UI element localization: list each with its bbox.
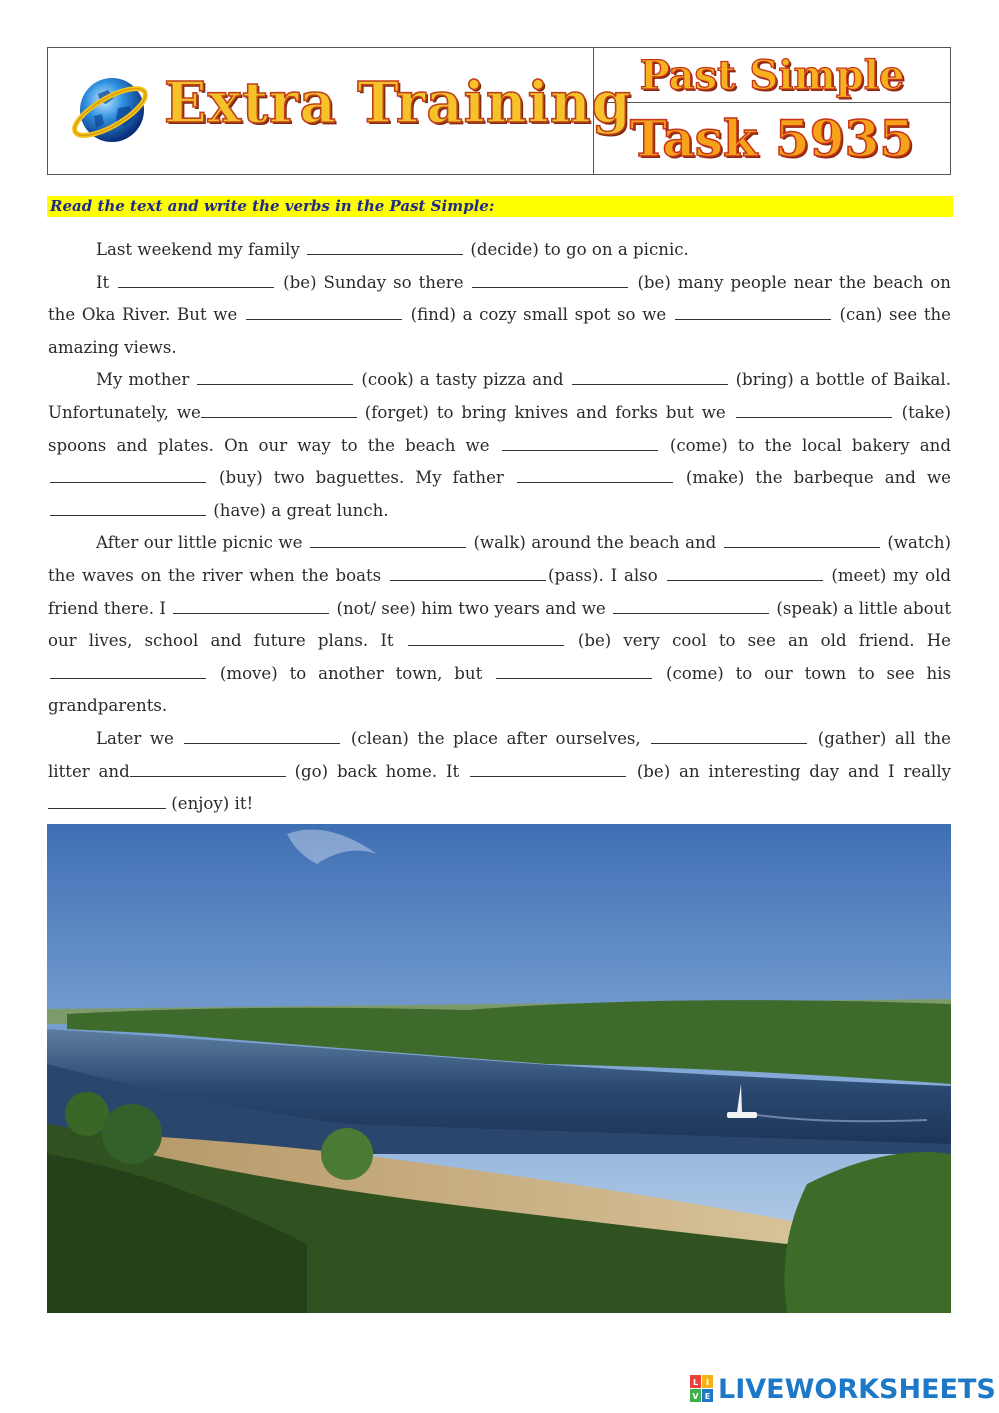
answer-blank[interactable] [736,403,892,418]
answer-blank[interactable] [502,436,658,451]
worksheet-header [47,47,951,175]
text-segment: (go) back home. It [294,761,460,781]
liveworksheets-logo-icon [690,1375,714,1403]
text-segment: (forget) to bring knives and forks but we [364,402,726,422]
topic-cell [594,48,950,103]
answer-blank[interactable] [50,501,206,516]
answer-blank[interactable] [173,599,329,614]
answer-blank[interactable] [517,468,673,483]
text-segment: (have) a great lunch. [213,500,389,520]
answer-blank[interactable] [50,468,206,483]
paragraph [48,364,951,527]
answer-blank[interactable] [48,794,166,809]
task-number-cell [594,103,950,174]
svg-text:E: E [704,1392,711,1401]
exercise-text [48,234,951,821]
paragraph [48,234,951,267]
brand-title: Extra Training [164,70,632,136]
answer-blank[interactable] [667,566,823,581]
text-segment: (meet) my old friend there. I [48,565,951,618]
text-segment: Later we [96,728,174,748]
text-segment: (enjoy) it! [171,794,254,814]
answer-blank[interactable] [651,729,807,744]
paragraph [48,723,951,821]
svg-text:L: L [692,1378,699,1387]
text-segment: My mother [96,370,190,390]
text-segment: (be) an interesting day and I really [636,761,952,781]
task-number: Task 5935 [629,109,915,168]
text-segment: (cook) a tasty pizza and [361,370,564,390]
task-box [594,48,950,174]
text-segment: (walk) around the beach and [473,533,717,553]
text-segment: (clean) the place after ourselves, [350,728,641,748]
text-segment: (decide) to go on a picnic. [470,240,689,259]
answer-blank[interactable] [197,370,353,385]
text-segment: (pass). I also [548,565,658,585]
text-segment: Last weekend my family [96,240,300,259]
paragraph [48,527,951,723]
text-segment: (gather) all the litter and [48,728,952,781]
answer-blank[interactable] [613,599,769,614]
text-segment: (be) very cool to see an old friend. He [577,631,951,651]
brand-area [48,48,632,174]
text-segment: (speak) a little about our lives, school and future plans. It [48,598,951,651]
svg-text:V: V [692,1392,699,1401]
globe-logo-icon [68,68,152,152]
text-segment: (come) to the local bakery and [669,435,951,455]
answer-blank[interactable] [675,305,831,320]
text-segment: It [96,272,110,292]
answer-blank[interactable] [408,631,564,646]
text-segment: (watch) the waves on the river when the boats [48,533,952,585]
topic-title: Past Simple [639,51,905,99]
answer-blank[interactable] [390,566,546,581]
text-segment: (be) many people near the beach on the Oka River. But we [48,272,951,325]
answer-blank[interactable] [470,762,626,777]
liveworksheets-wordmark[interactable]: LIVEWORKSHEETS [718,1373,996,1405]
answer-blank[interactable] [724,533,880,548]
answer-blank[interactable] [130,762,286,777]
answer-blank[interactable] [50,664,206,679]
text-segment: (not/ see) him two years and we [336,598,606,618]
answer-blank[interactable] [307,240,463,255]
text-segment: (take) spoons and plates. On our way to the beach we [48,402,951,455]
text-segment: (buy) two baguettes. My father [219,468,504,488]
text-segment: (be) Sunday so there [283,272,464,292]
paragraph [48,267,951,365]
answer-blank[interactable] [496,664,652,679]
answer-blank[interactable] [118,273,274,288]
text-segment: (make) the barbeque and we [685,468,951,488]
answer-blank[interactable] [310,533,466,548]
answer-blank[interactable] [472,273,628,288]
text-segment: (come) to our town to see his grandparents. [48,663,952,716]
footer-brand [690,1372,996,1406]
river-beach-photo [47,824,951,1313]
answer-blank[interactable] [572,370,728,385]
text-segment: After our little picnic we [96,533,303,553]
answer-blank[interactable] [246,305,402,320]
text-segment: (can) see the amazing views. [48,305,952,357]
text-segment: (find) a cozy small spot so we [410,305,667,325]
text-segment: (move) to another town, but [219,663,483,683]
answer-blank[interactable] [184,729,340,744]
answer-blank[interactable] [201,403,357,418]
svg-text:I: I [706,1378,709,1387]
text-segment: (bring) a bottle of Baikal. Unfortunately, we [48,370,951,422]
instruction-banner: Read the text and write the verbs in the Past Simple: [47,196,953,217]
